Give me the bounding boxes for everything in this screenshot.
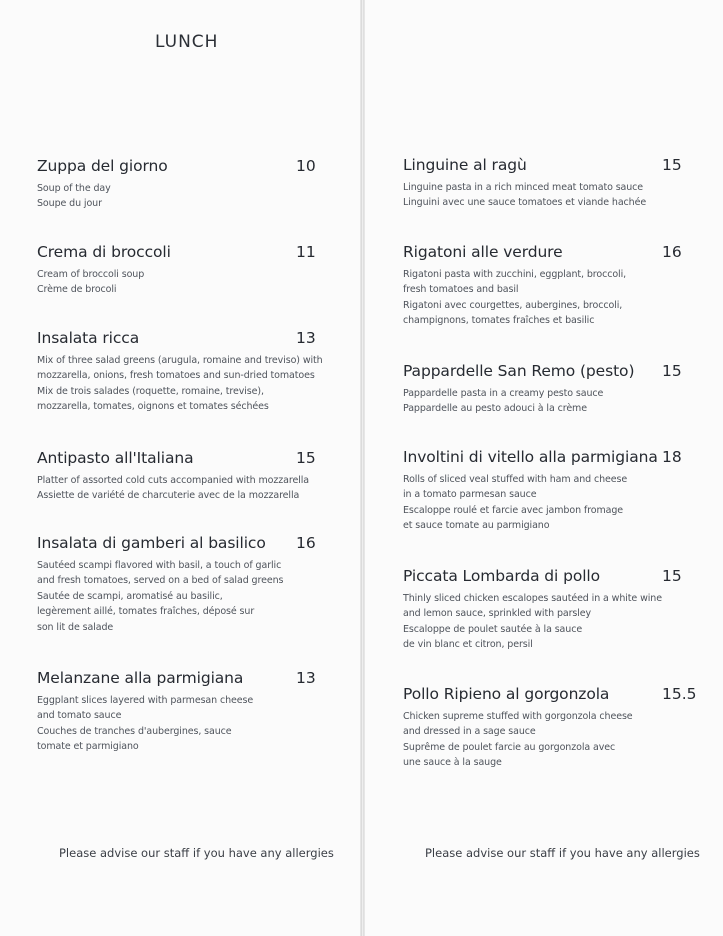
menu-item-header — [37, 157, 315, 179]
description-line: and dressed in a sage sauce — [403, 726, 536, 738]
dish-price: 11 — [296, 243, 316, 261]
dish-price: 18 — [662, 448, 682, 466]
menu-item-header — [37, 534, 315, 556]
dish-name: Linguine al ragù — [403, 156, 527, 174]
dish-description — [37, 558, 315, 635]
dish-price: 16 — [296, 534, 316, 552]
dish-price: 15 — [662, 567, 682, 585]
dish-price: 13 — [296, 329, 316, 347]
description-line: Couches de tranches d'aubergines, sauce — [37, 725, 232, 737]
dish-name: Crema di broccoli — [37, 243, 171, 261]
dish-price: 10 — [296, 157, 316, 175]
description-line: and tomato sauce — [37, 710, 122, 722]
description-line: une sauce à la sauge — [403, 757, 502, 769]
description-line: tomate et parmigiano — [37, 741, 139, 753]
menu-item-header — [403, 685, 697, 707]
description-line: legèrement aillé, tomates fraîches, déposé sur — [37, 606, 255, 618]
description-line: de vin blanc et citron, persil — [403, 639, 533, 651]
menu-item-header — [403, 448, 693, 470]
menu-item-header — [37, 329, 315, 351]
dish-name: Insalata ricca — [37, 329, 140, 347]
dish-description — [403, 180, 693, 211]
description-line: Escaloppe roulé et farcie avec jambon fromage — [403, 504, 624, 516]
menu-item — [37, 669, 315, 755]
dish-description — [37, 693, 315, 755]
description-line: Escaloppe de poulet sautée à la sauce — [403, 623, 583, 635]
dish-description — [37, 353, 323, 415]
description-line: Mix of three salad greens (arugula, romaine and treviso) with — [37, 355, 323, 366]
description-line: fresh tomatoes and basil — [403, 284, 519, 296]
description-line: son lit de salade — [37, 621, 114, 633]
dish-description — [403, 591, 693, 653]
description-line: Sautée de scampi, aromatisé au basilic, — [37, 590, 223, 602]
description-line: Thinly sliced chicken escalopes sautéed in a white wine — [403, 593, 662, 604]
description-line: and lemon sauce, sprinkled with parsley — [403, 608, 592, 620]
description-line: mozzarella, onions, fresh tomatoes and sun-dried tomatoes — [37, 370, 315, 382]
description-line: and fresh tomatoes, served on a bed of salad greens — [37, 575, 284, 587]
dish-description — [403, 472, 693, 534]
dish-price: 15 — [296, 449, 316, 467]
description-line: Soupe du jour — [37, 198, 102, 210]
menu-title: LUNCH — [155, 32, 219, 52]
dish-description — [403, 709, 693, 771]
dish-description — [37, 473, 315, 504]
description-line: Crème de brocoli — [37, 284, 117, 296]
dish-name: Pollo Ripieno al gorgonzola — [403, 685, 610, 703]
description-line: Pappardelle pasta in a creamy pesto sauce — [403, 388, 604, 399]
dish-price: 15 — [662, 362, 682, 380]
dish-price: 13 — [296, 669, 316, 687]
menu-item — [37, 157, 315, 212]
menu-item — [37, 243, 315, 298]
description-line: Suprême de poulet farcie au gorgonzola avec — [403, 741, 616, 753]
left-page — [0, 0, 361, 936]
menu-item — [403, 567, 693, 653]
description-line: Linguine pasta in a rich minced meat tomato sauce — [403, 182, 644, 193]
dish-description — [403, 386, 693, 417]
dish-name: Piccata Lombarda di pollo — [403, 567, 600, 585]
description-line: Pappardelle au pesto adouci à la crème — [403, 403, 587, 415]
menu-item — [37, 449, 315, 504]
description-line: in a tomato parmesan sauce — [403, 489, 537, 501]
menu-item-header — [37, 243, 315, 265]
description-line: Eggplant slices layered with parmesan cheese — [37, 695, 254, 706]
description-line: et sauce tomate au parmigiano — [403, 520, 550, 532]
description-line: Rigatoni pasta with zucchini, eggplant, broccoli, — [403, 269, 627, 280]
description-line: mozzarella, tomates, oignons et tomates séchées — [37, 401, 269, 413]
description-line: Rigatoni avec courgettes, aubergines, broccoli, — [403, 299, 623, 311]
dish-description — [37, 267, 315, 298]
dish-name: Insalata di gamberi al basilico — [37, 534, 266, 552]
menu-item-header — [403, 362, 693, 384]
description-line: Cream of broccoli soup — [37, 269, 145, 280]
menu-item — [403, 156, 693, 211]
menu-item-header — [403, 567, 693, 589]
description-line: Sautéed scampi flavored with basil, a touch of garlic — [37, 560, 282, 571]
menu-item — [403, 243, 693, 329]
right-page — [364, 0, 723, 936]
menu-item — [37, 329, 323, 415]
dish-name: Antipasto all'Italiana — [37, 449, 194, 467]
menu-item — [37, 534, 315, 635]
dish-description — [403, 267, 693, 329]
description-line: Mix de trois salades (roquette, romaine, trevise), — [37, 385, 264, 397]
menu-item-header — [37, 669, 315, 691]
description-line: Chicken supreme stuffed with gorgonzola cheese — [403, 711, 633, 722]
description-line: Rolls of sliced veal stuffed with ham and cheese — [403, 474, 628, 485]
allergy-notice-left: Please advise our staff if you have any allergies — [59, 846, 334, 860]
menu-item-header — [403, 156, 693, 178]
description-line: Soup of the day — [37, 183, 111, 194]
menu-item — [403, 362, 693, 417]
allergy-notice-right: Please advise our staff if you have any allergies — [425, 846, 700, 860]
menu-item — [403, 685, 697, 771]
description-line: Assiette de variété de charcuterie avec de la mozzarella — [37, 490, 300, 502]
description-line: Linguini avec une sauce tomatoes et viande hachée — [403, 197, 647, 209]
menu-item-header — [403, 243, 693, 265]
dish-description — [37, 181, 315, 212]
dish-name: Melanzane alla parmigiana — [37, 669, 244, 687]
dish-price: 16 — [662, 243, 682, 261]
dish-name: Pappardelle San Remo (pesto) — [403, 362, 635, 380]
dish-name: Zuppa del giorno — [37, 157, 168, 175]
menu-item — [403, 448, 693, 534]
menu-item-header — [37, 449, 315, 471]
dish-name: Rigatoni alle verdure — [403, 243, 563, 261]
dish-price: 15.5 — [662, 685, 697, 703]
dish-price: 15 — [662, 156, 682, 174]
description-line: Platter of assorted cold cuts accompanied with mozzarella — [37, 475, 310, 486]
dish-name: Involtini di vitello alla parmigiana — [403, 448, 658, 466]
description-line: champignons, tomates fraîches et basilic — [403, 315, 595, 327]
